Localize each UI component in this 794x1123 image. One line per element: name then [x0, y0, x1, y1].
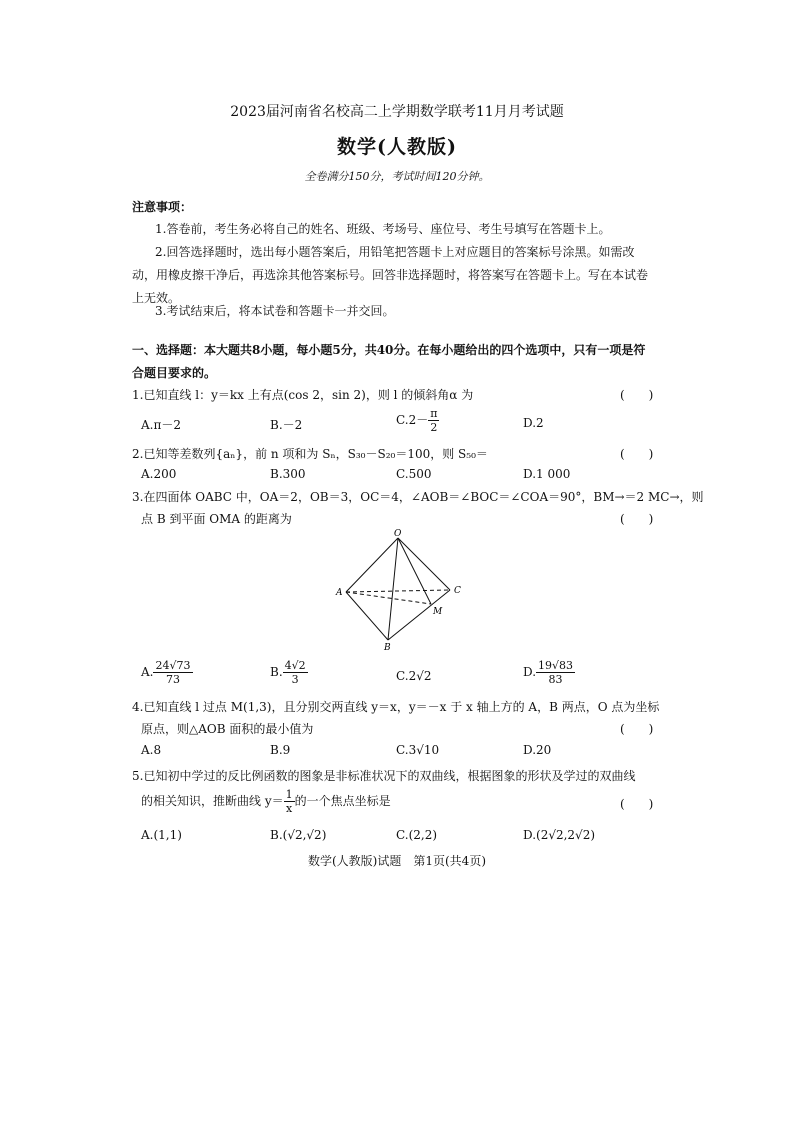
- edge-ob: [388, 538, 398, 640]
- q1-option-a: A.π－2: [141, 418, 182, 432]
- section-heading-line-1: 一、选择题：本大题共8小题，每小题5分，共40分。在每小题给出的四个选项中，只有一项是符: [132, 343, 646, 357]
- exam-meta: 全卷满分150分，考试时间120分钟。: [304, 170, 490, 183]
- q3-option-b-fraction: [283, 660, 308, 685]
- edge-am: [346, 592, 431, 604]
- q1-answer-paren: ( ): [620, 388, 654, 402]
- q3-option-b: [270, 660, 308, 685]
- note-1: 1.答卷前，考生务必将自己的姓名、班级、考场号、座位号、考生号填写在答题卡上。: [155, 222, 611, 236]
- q3-option-d-numerator: 19√83: [538, 659, 574, 672]
- q5-stem-line-1: 5.已知初中学过的反比例函数的图象是非标准状况下的双曲线，根据图象的形状及学过的双曲线: [132, 769, 636, 783]
- q3-answer-paren: ( ): [620, 512, 654, 526]
- q3-option-d-prefix: D.: [523, 665, 537, 679]
- q3-stem-line-2: 点 B 到平面 OMA 的距离为: [141, 512, 292, 526]
- q3-option-b-numerator: 4√2: [284, 659, 306, 672]
- q3-option-a-numerator: 24√73: [155, 659, 191, 672]
- q3-option-a: [141, 660, 193, 685]
- note-3: 3.考试结束后，将本试卷和答题卡一并交回。: [155, 304, 395, 318]
- q3-option-a-fraction: [153, 660, 192, 685]
- q4-option-b: B.9: [270, 743, 291, 757]
- q4-option-d: D.20: [523, 743, 552, 757]
- edge-om: [398, 538, 431, 604]
- q3-option-d: [523, 660, 575, 685]
- exam-title: 2023届河南省名校高二上学期数学联考11月月考试题: [230, 104, 564, 120]
- q2-answer-paren: ( ): [620, 447, 654, 461]
- q5-option-c: C.(2,2): [396, 828, 438, 842]
- q1-stem: 1.已知直线 l：y＝kx 上有点(cos 2，sin 2)，则 l 的倾斜角α 为: [132, 388, 474, 402]
- q5-stem-prefix: 的相关知识，推断曲线 y＝: [141, 794, 284, 808]
- q5-stem-numerator: 1: [285, 788, 293, 801]
- q3-option-d-fraction: [536, 660, 575, 685]
- label-a: A: [336, 588, 343, 598]
- q5-option-b: B.(√2,√2): [270, 828, 327, 842]
- label-m: M: [433, 607, 443, 617]
- label-o: O: [394, 529, 402, 539]
- q5-option-d: D.(2√2,2√2): [523, 828, 596, 842]
- q4-stem-line-2: 原点，则△AOB 面积的最小值为: [141, 722, 314, 736]
- q1-option-c-prefix: C.2－: [396, 413, 429, 427]
- q2-option-c: C.500: [396, 467, 432, 481]
- q3-option-c: C.2√2: [396, 669, 432, 683]
- subject-title: 数学(人教版): [337, 136, 457, 158]
- q5-stem-suffix: 的一个焦点坐标是: [294, 794, 391, 808]
- q2-option-a: A.200: [141, 467, 177, 481]
- q1-option-c-fraction: [428, 408, 439, 433]
- q4-option-a: A.8: [141, 743, 162, 757]
- q5-answer-paren: ( ): [620, 797, 654, 811]
- q3-option-a-prefix: A.: [141, 665, 154, 679]
- q2-stem: 2.已知等差数列{aₙ}，前 n 项和为 Sₙ，S₃₀－S₂₀＝100，则 S₅₀＝: [132, 447, 488, 461]
- q1-option-c-denominator: 2: [430, 421, 438, 434]
- q1-option-b: B.－2: [270, 418, 303, 432]
- q5-stem-line-2: [141, 789, 391, 814]
- q5-stem-fraction: [284, 789, 295, 814]
- label-b: B: [384, 643, 391, 652]
- q3-stem-line-1: 3.在四面体 OABC 中，OA＝2，OB＝3，OC＝4，∠AOB＝∠BOC＝∠COA＝90°，BM→＝2 MC→，则: [132, 490, 704, 504]
- q4-stem-line-1: 4.已知直线 l 过点 M(1,3)，且分别交两直线 y＝x，y＝－x 于 x 轴上方的 A，B 两点，O 点为坐标: [132, 700, 660, 714]
- tetrahedron-figure: [330, 528, 470, 652]
- q2-option-b: B.300: [270, 467, 306, 481]
- note-2-line-1: 2.回答选择题时，选出每小题答案后，用铅笔把答题卡上对应题目的答案标号涂黑。如需改: [155, 245, 635, 259]
- q1-option-c: [396, 408, 439, 433]
- q3-option-d-denominator: 83: [548, 673, 563, 686]
- q3-option-b-prefix: B.: [270, 665, 283, 679]
- q2-option-d: D.1 000: [523, 467, 571, 481]
- q5-stem-denominator: x: [286, 802, 293, 815]
- q5-option-a: A.(1,1): [141, 828, 182, 842]
- q4-answer-paren: ( ): [620, 722, 654, 736]
- q1-option-c-numerator: π: [430, 407, 438, 420]
- edge-oa: [346, 538, 398, 592]
- edge-ac: [346, 590, 450, 592]
- notes-heading: 注意事项：: [132, 200, 193, 214]
- section-heading-line-2: 合题目要求的。: [132, 366, 217, 380]
- note-2-line-2: 动，用橡皮擦干净后，再选涂其他答案标号。回答非选择题时，将答案写在答题卡上。写在本试卷: [132, 268, 649, 282]
- q4-option-c: C.3√10: [396, 743, 440, 757]
- page-footer: 数学(人教版)试题 第1页(共4页): [308, 854, 486, 868]
- note-2-line-3: 上无效。: [132, 291, 181, 305]
- q1-option-d: D.2: [523, 416, 544, 430]
- edge-oc: [398, 538, 450, 590]
- edge-ab: [346, 592, 388, 640]
- q3-option-a-denominator: 73: [165, 673, 180, 686]
- label-c: C: [454, 586, 461, 596]
- q3-option-b-denominator: 3: [291, 673, 299, 686]
